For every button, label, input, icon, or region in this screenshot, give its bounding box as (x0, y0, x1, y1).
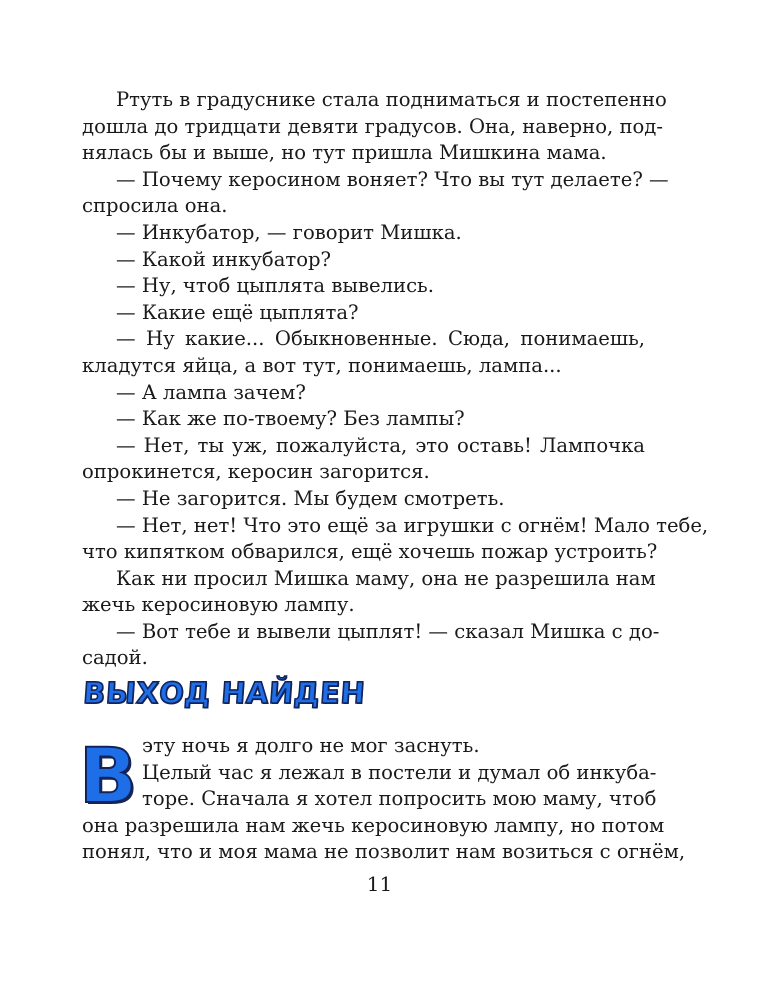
text-line: — Ну какие... Обыкновенные. Сюда, понимаешь, (116, 327, 645, 351)
text-line: жечь керосиновую лампу. (82, 593, 355, 617)
page-number: 11 (366, 872, 393, 896)
text-line: дошла до тридцати девяти градусов. Она, наверно, под- (82, 114, 663, 138)
drop-cap: В (79, 731, 137, 820)
text-line: торе. Сначала я хотел попросить мою маму, чтоб (142, 787, 657, 811)
text-line: — Ну, чтоб цыплята вывелись. (116, 274, 434, 298)
story-text-before-heading (82, 87, 709, 672)
text-line: — Нет, нет! Что это ещё за игрушки с огнём! Мало тебе, (116, 513, 709, 537)
text-line: — Почему керосином воняет? Что вы тут делаете? — (116, 167, 669, 191)
text-line: Целый час я лежал в постели и думал об инкуба- (142, 760, 657, 784)
text-line: — Инкубатор, — говорит Мишка. (116, 220, 462, 244)
story-text-after-heading (82, 733, 686, 866)
text-line: садой. (82, 646, 148, 670)
text-line: эту ночь я долго не мог заснуть. (142, 734, 480, 757)
text-line: — Как же по-твоему? Без лампы? (116, 407, 465, 431)
text-line: Как ни просил Мишка маму, она не разрешила нам (116, 566, 656, 590)
text-line: Ртуть в градуснике стала подниматься и постепенно (116, 88, 667, 111)
text-line: — Нет, ты уж, пожалуйста, это оставь! Лампочка (116, 433, 645, 457)
text-line: она разрешила нам жечь керосиновую лампу, но потом (82, 813, 665, 837)
text-line: что кипятком обварился, ещё хочешь пожар устроить? (82, 540, 658, 564)
text-line: понял, что и моя мама не позволит нам возиться с огнём, (82, 840, 686, 864)
chapter-heading: ВЫХОД НАЙДЕН (82, 676, 367, 710)
text-line: — Какой инкубатор? (116, 247, 332, 271)
text-line: кладутся яйца, а вот тут, понимаешь, лампа... (82, 353, 562, 377)
text-line: — Вот тебе и вывели цыплят! — сказал Мишка с до- (116, 619, 660, 643)
text-line: опрокинется, керосин загорится. (82, 460, 430, 484)
text-line: — Не загорится. Мы будем смотреть. (116, 486, 505, 510)
text-line: спросила она. (82, 194, 228, 218)
text-line: — Какие ещё цыплята? (116, 300, 359, 324)
text-line: — А лампа зачем? (116, 380, 306, 404)
text-line: нялась бы и выше, но тут пришла Мишкина мама. (82, 141, 607, 165)
